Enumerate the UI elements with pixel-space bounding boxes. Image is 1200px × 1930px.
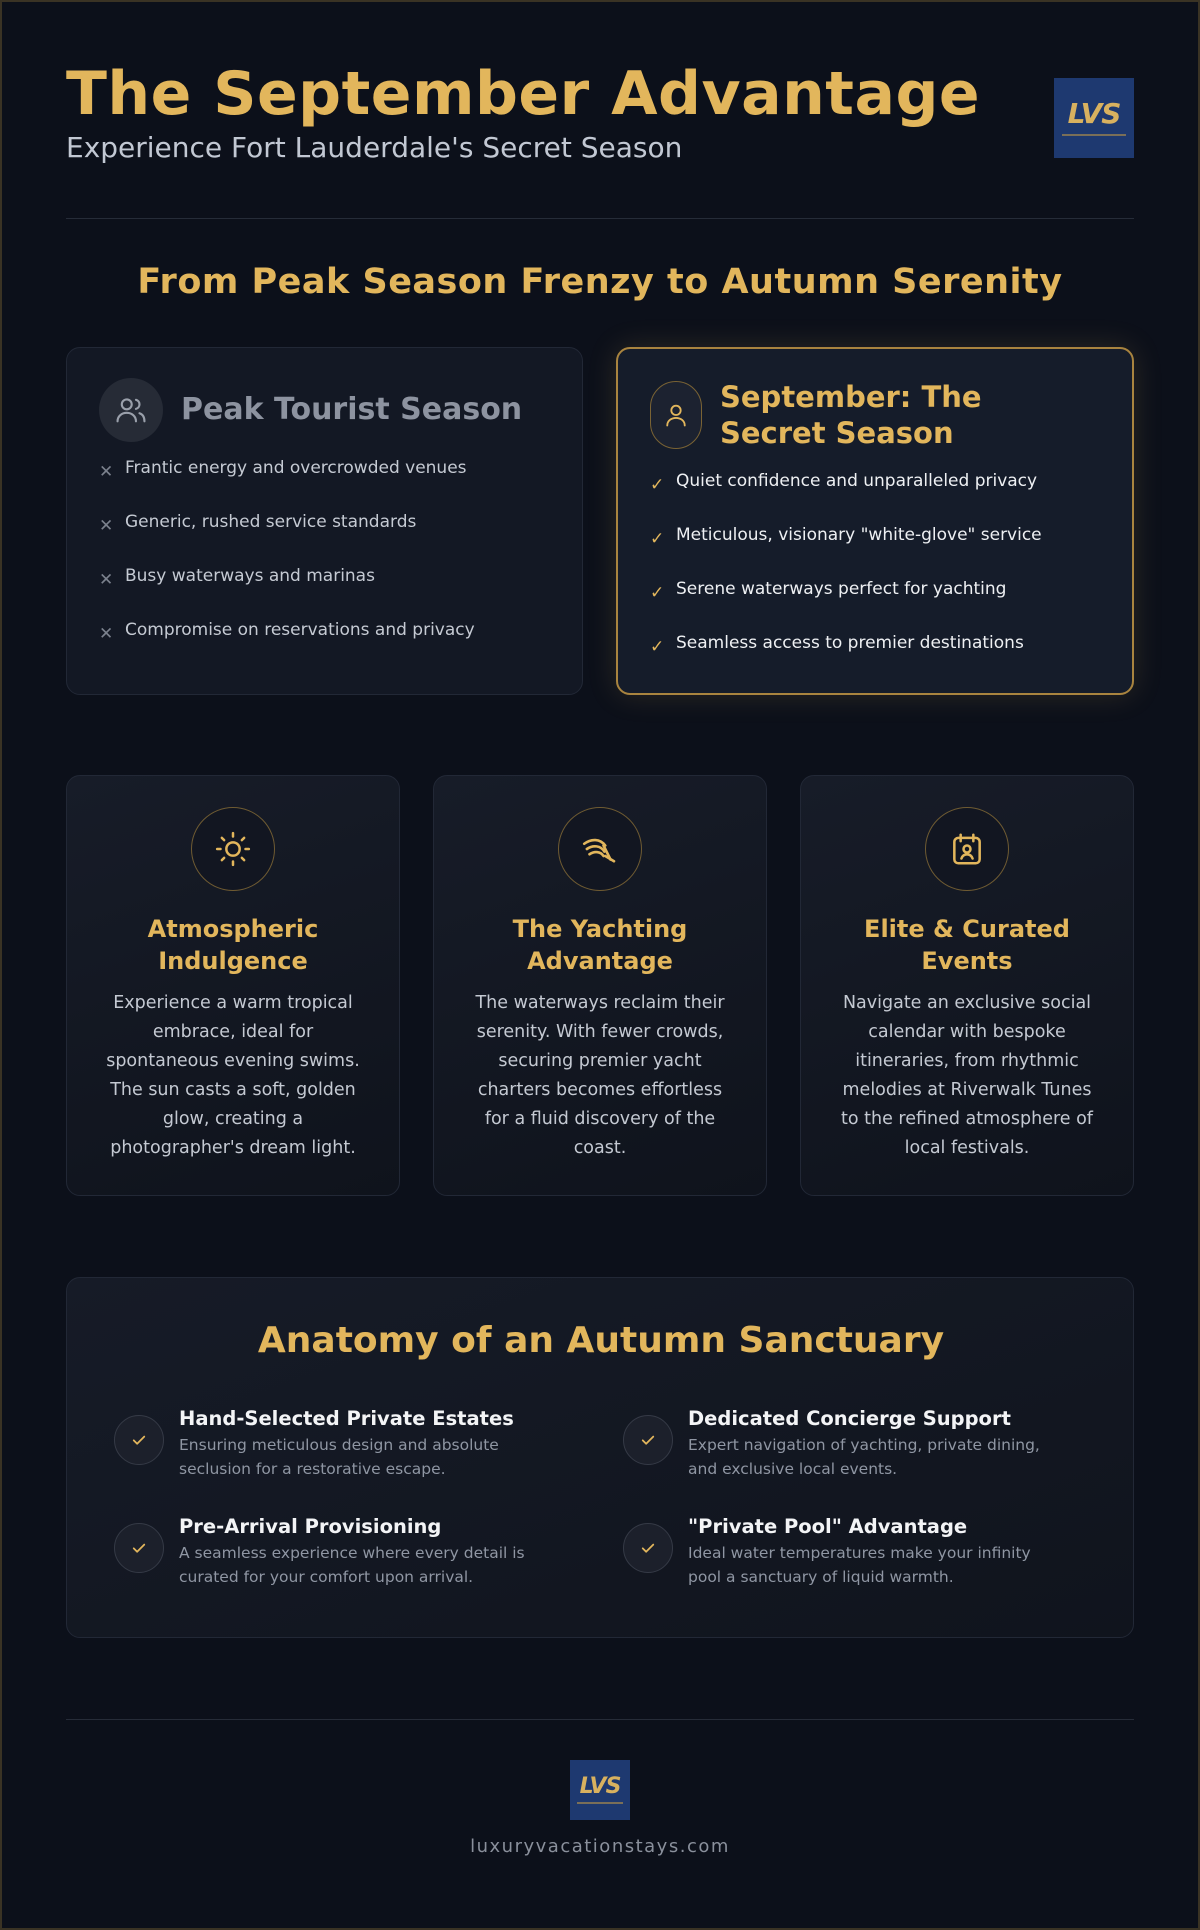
list-item: [650, 523, 1100, 551]
list-item: [650, 469, 1100, 497]
check-icon: ✓: [650, 475, 665, 495]
anatomy-item: [623, 1513, 1053, 1589]
check-icon: ✓: [650, 637, 665, 657]
sailing-icon: [558, 807, 642, 891]
list-item-text: Generic, rushed service standards: [125, 512, 417, 532]
peak-season-card: [66, 347, 583, 695]
list-item-text: Compromise on reservations and privacy: [125, 620, 475, 640]
feature-text: Navigate an exclusive social calendar with bespoke itineraries, from rhythmic melodies at Riverwalk Tunes to the refined atmosphere of local festivals.: [841, 993, 1093, 1158]
list-item-text: Serene waterways perfect for yachting: [676, 579, 1007, 599]
check-icon: [623, 1415, 673, 1465]
anatomy-item: [114, 1513, 544, 1589]
list-item: [650, 631, 1100, 659]
list-item: [650, 577, 1100, 605]
anatomy-item-text: Expert navigation of yachting, private dining, and exclusive local events.: [688, 1436, 1040, 1478]
page-title: The September Advantage: [66, 59, 981, 129]
feature-title: Atmospheric Indulgence: [147, 915, 319, 975]
footer-divider: [66, 1719, 1134, 1720]
anatomy-title: Anatomy of an Autumn Sanctuary: [257, 1320, 945, 1361]
feature-text: Experience a warm tropical embrace, ideal for spontaneous evening swims. The sun casts a soft, golden glow, creating a photographer's dream light.: [106, 993, 360, 1158]
peak-season-title: Peak Tourist Season: [181, 392, 523, 427]
anatomy-item-title: Pre-Arrival Provisioning: [179, 1515, 442, 1538]
list-item: [99, 564, 550, 592]
anatomy-item-title: Hand-Selected Private Estates: [179, 1407, 514, 1430]
list-item: [99, 618, 550, 646]
anatomy-section: [66, 1277, 1134, 1638]
anatomy-item-text: A seamless experience where every detail is curated for your comfort upon arrival.: [179, 1544, 525, 1586]
user-icon: [650, 381, 702, 449]
check-icon: [623, 1523, 673, 1573]
footer-logo-wrap: [66, 1760, 1134, 1820]
list-item-text: Seamless access to premier destinations: [676, 633, 1024, 653]
list-item-text: Quiet confidence and unparalleled privacy: [676, 471, 1038, 491]
calendar-user-icon: [925, 807, 1009, 891]
list-item: [99, 456, 550, 484]
feature-title: Elite & Curated Events: [864, 915, 1070, 975]
logo-underline: [577, 1802, 623, 1804]
anatomy-item: [623, 1405, 1053, 1481]
logo-underline: [1062, 134, 1126, 136]
anatomy-item: [114, 1405, 544, 1481]
anatomy-item-title: "Private Pool" Advantage: [688, 1515, 968, 1538]
check-icon: ✓: [650, 583, 665, 603]
anatomy-item-title: Dedicated Concierge Support: [688, 1407, 1011, 1430]
check-icon: [114, 1415, 164, 1465]
anatomy-item-text: Ensuring meticulous design and absolute seclusion for a restorative escape.: [179, 1436, 499, 1478]
september-list: [650, 469, 1100, 659]
check-icon: ✓: [650, 529, 665, 549]
feature-text: The waterways reclaim their serenity. With fewer crowds, securing premier yacht charters becomes effortless for a fluid discovery of the coast.: [475, 993, 725, 1158]
peak-season-list: [99, 456, 550, 646]
september-header: [650, 379, 1100, 451]
brand-logo: [1054, 78, 1134, 158]
footer-url[interactable]: luxuryvacationstays.com: [470, 1836, 730, 1857]
feature-card-yachting: [433, 775, 767, 1196]
header-divider: [66, 218, 1134, 219]
logo-text: LVS: [1067, 97, 1121, 130]
september-card: [616, 347, 1134, 695]
sun-icon: [191, 807, 275, 891]
logo-text: LVS: [579, 1774, 621, 1799]
list-item-text: Meticulous, visionary "white-glove" service: [676, 525, 1042, 545]
x-icon: ✕: [99, 570, 114, 590]
anatomy-item-text: Ideal water temperatures make your infinity pool a sanctuary of liquid warmth.: [688, 1544, 1031, 1586]
feature-card-events: [800, 775, 1134, 1196]
list-item-text: Busy waterways and marinas: [125, 566, 375, 586]
x-icon: ✕: [99, 462, 114, 482]
x-icon: ✕: [99, 516, 114, 536]
comparison-section-title: From Peak Season Frenzy to Autumn Serenity: [137, 262, 1063, 302]
list-item: [99, 510, 550, 538]
users-icon: [99, 378, 163, 442]
x-icon: ✕: [99, 624, 114, 644]
list-item-text: Frantic energy and overcrowded venues: [125, 458, 467, 478]
check-icon: [114, 1523, 164, 1573]
september-title: September: The Secret Season: [720, 380, 982, 450]
feature-title: The Yachting Advantage: [512, 915, 688, 975]
header: [66, 58, 1134, 168]
page-subtitle: Experience Fort Lauderdale's Secret Season: [66, 131, 683, 164]
footer-logo: [570, 1760, 630, 1820]
feature-card-atmospheric: [66, 775, 400, 1196]
peak-season-header: [99, 378, 550, 442]
